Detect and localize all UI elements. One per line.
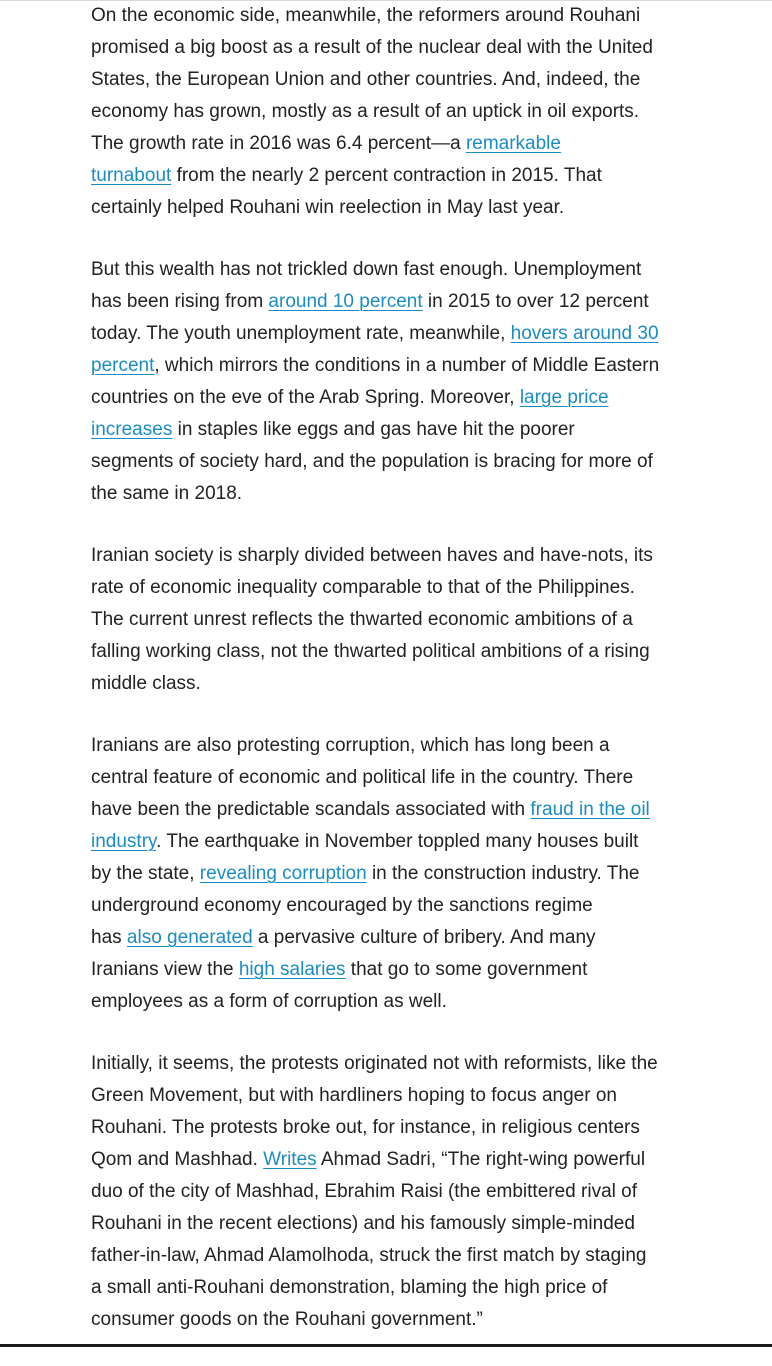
text-segment: by the state, xyxy=(91,863,200,884)
text-line xyxy=(91,890,701,922)
text-line xyxy=(91,254,701,286)
text-segment: segments of society hard, and the population is bracing for more of xyxy=(91,451,653,472)
text-line xyxy=(91,1144,701,1176)
text-line xyxy=(91,414,701,446)
article-paragraph xyxy=(91,730,701,1018)
text-segment: On the economic side, meanwhile, the reformers around Rouhani xyxy=(91,5,641,26)
text-segment: rate of economic inequality comparable to that of the Philippines. xyxy=(91,577,635,598)
text-segment: from the nearly 2 percent contraction in 2015. That xyxy=(171,165,602,186)
text-segment: , which mirrors the conditions in a number of Middle Eastern xyxy=(154,355,660,376)
text-segment: The current unrest reflects the thwarted economic ambitions of a xyxy=(91,609,633,630)
inline-link[interactable]: industry xyxy=(91,831,157,852)
inline-link[interactable]: fraud in the oil xyxy=(530,799,650,820)
article-paragraph xyxy=(91,254,701,510)
text-segment: Rouhani. The protests broke out, for instance, in religious centers xyxy=(91,1117,640,1138)
text-line xyxy=(91,922,701,954)
text-line xyxy=(91,192,701,224)
inline-link[interactable]: turnabout xyxy=(91,165,172,186)
text-segment: today. The youth unemployment rate, meanwhile, xyxy=(91,323,511,344)
inline-link[interactable]: large price xyxy=(519,387,609,408)
text-segment: middle class. xyxy=(91,673,201,694)
text-line xyxy=(91,1176,701,1208)
text-line xyxy=(91,1048,701,1080)
text-segment: Qom and Mashhad. xyxy=(91,1149,264,1170)
text-line xyxy=(91,318,701,350)
text-segment: countries on the eve of the Arab Spring. Moreover, xyxy=(91,387,520,408)
article-paragraph xyxy=(91,0,701,224)
text-line xyxy=(91,730,701,762)
article-paragraph xyxy=(91,540,701,700)
text-line xyxy=(91,668,701,700)
text-segment: has xyxy=(91,927,127,948)
text-segment: central feature of economic and political life in the country. There xyxy=(91,767,634,788)
article-paragraph xyxy=(91,1048,701,1336)
text-line xyxy=(91,96,701,128)
text-segment: Iranian society is sharply divided between haves and have-nots, its xyxy=(91,545,653,566)
text-segment: certainly helped Rouhani win reelection in May last year. xyxy=(91,197,565,218)
text-segment: have been the predictable scandals associated with xyxy=(91,799,531,820)
text-segment: a small anti-Rouhani demonstration, blaming the high price of xyxy=(91,1277,608,1298)
text-segment: has been rising from xyxy=(91,291,269,312)
inline-link[interactable]: Writes xyxy=(263,1149,317,1170)
text-line xyxy=(91,1112,701,1144)
text-segment: underground economy encouraged by the sanctions regime xyxy=(91,895,593,916)
inline-link[interactable]: remarkable xyxy=(465,133,561,154)
text-line xyxy=(91,762,701,794)
text-line xyxy=(91,286,701,318)
text-line xyxy=(91,1304,701,1336)
text-segment: that go to some government xyxy=(345,959,588,980)
text-segment: falling working class, not the thwarted political ambitions of a rising xyxy=(91,641,650,662)
text-line xyxy=(91,64,701,96)
text-segment: Iranians view the xyxy=(91,959,239,980)
text-line xyxy=(91,1080,701,1112)
text-segment: Ahmad Sadri, “The right-wing powerful xyxy=(316,1149,646,1170)
text-segment: Green Movement, but with hardliners hoping to focus anger on xyxy=(91,1085,617,1106)
text-line xyxy=(91,350,701,382)
text-line xyxy=(91,446,701,478)
text-segment: the same in 2018. xyxy=(91,483,243,504)
inline-link[interactable]: around 10 percent xyxy=(268,291,423,312)
inline-link[interactable]: also generated xyxy=(126,927,253,948)
text-segment: economy has grown, mostly as a result of an uptick in oil exports. xyxy=(91,101,640,122)
text-segment: States, the European Union and other countries. And, indeed, the xyxy=(91,69,641,90)
text-segment: in staples like eggs and gas have hit the poorer xyxy=(172,419,575,440)
text-segment: But this wealth has not trickled down fast enough. Unemployment xyxy=(91,259,642,280)
text-line xyxy=(91,858,701,890)
text-segment: Rouhani in the recent elections) and his famously simple-minded xyxy=(91,1213,635,1234)
inline-link[interactable]: percent xyxy=(91,355,155,376)
text-line xyxy=(91,826,701,858)
text-line xyxy=(91,382,701,414)
article-body xyxy=(91,0,701,1366)
text-line xyxy=(91,636,701,668)
text-line xyxy=(91,1208,701,1240)
text-line xyxy=(91,540,701,572)
text-line xyxy=(91,986,701,1018)
text-segment: in 2015 to over 12 percent xyxy=(422,291,649,312)
text-segment: a pervasive culture of bribery. And many xyxy=(252,927,596,948)
inline-link[interactable]: increases xyxy=(91,419,173,440)
text-line xyxy=(91,0,701,32)
text-segment: father-in-law, Ahmad Alamolhoda, struck the first match by staging xyxy=(91,1245,647,1266)
inline-link[interactable]: revealing corruption xyxy=(199,863,367,884)
text-segment: The growth rate in 2016 was 6.4 percent—a xyxy=(91,133,466,154)
text-line xyxy=(91,32,701,64)
text-segment: employees as a form of corruption as well. xyxy=(91,991,447,1012)
inline-link[interactable]: high salaries xyxy=(238,959,346,980)
text-segment: Iranians are also protesting corruption, which has long been a xyxy=(91,735,610,756)
text-line xyxy=(91,478,701,510)
text-line xyxy=(91,160,701,192)
text-segment: Initially, it seems, the protests originated not with reformists, like the xyxy=(91,1053,658,1074)
text-segment: promised a big boost as a result of the nuclear deal with the United xyxy=(91,37,653,58)
inline-link[interactable]: hovers around 30 xyxy=(510,323,659,344)
text-line xyxy=(91,572,701,604)
text-line xyxy=(91,1240,701,1272)
text-line xyxy=(91,794,701,826)
text-line xyxy=(91,954,701,986)
text-line xyxy=(91,1272,701,1304)
text-segment: consumer goods on the Rouhani government.” xyxy=(91,1309,483,1330)
text-line xyxy=(91,604,701,636)
text-line xyxy=(91,128,701,160)
text-segment: in the construction industry. The xyxy=(366,863,640,884)
text-segment: duo of the city of Mashhad, Ebrahim Raisi (the embittered rival of xyxy=(91,1181,637,1202)
text-segment: . The earthquake in November toppled many houses built xyxy=(156,831,639,852)
